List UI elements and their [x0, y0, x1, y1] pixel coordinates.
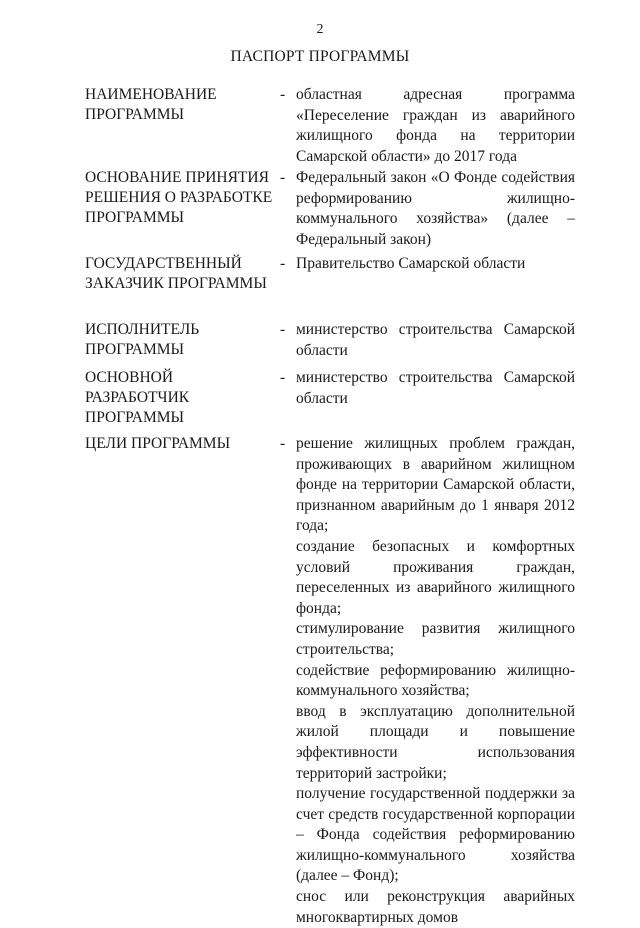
value-paragraph: стимулирование развития жилищного строительства;: [296, 620, 575, 658]
document-title: ПАСПОРТ ПРОГРАММЫ: [230, 48, 410, 65]
row-dash: -: [280, 255, 286, 272]
value-paragraph: Федеральный закон «О Фонде содействия реформированию жилищно-коммунального хозяйства» (далее – Федеральный закон): [296, 169, 575, 248]
passport-row-customer: [85, 254, 575, 294]
passport-row-executor: [85, 320, 575, 361]
row-label: ИСПОЛНИТЕЛЬ ПРОГРАММЫ: [85, 321, 200, 358]
passport-row-goals: [85, 434, 575, 928]
value-paragraph: министерство строительства Самарской области: [296, 321, 575, 359]
passport-row-basis: [85, 168, 575, 250]
row-dash: -: [280, 369, 286, 386]
value-paragraph: Правительство Самарской области: [296, 255, 526, 272]
row-label: ЦЕЛИ ПРОГРАММЫ: [85, 435, 231, 452]
row-label: НАИМЕНОВАНИЕ ПРОГРАММЫ: [85, 86, 217, 123]
row-value: [296, 434, 575, 928]
row-value: [296, 168, 575, 250]
passport-row-name: [85, 85, 575, 167]
value-paragraph: содействие реформированию жилищно-коммунального хозяйства;: [296, 661, 575, 700]
row-dash: -: [280, 86, 286, 103]
value-paragraph: снос или реконструкция аварийных многоквартирных домов: [296, 888, 575, 926]
row-value: [296, 254, 575, 294]
page-number: 2: [316, 22, 324, 37]
row-label: ОСНОВНОЙ РАЗРАБОТЧИК ПРОГРАММЫ: [85, 369, 190, 426]
passport-row-developer: [85, 368, 575, 428]
row-label: ОСНОВАНИЕ ПРИНЯТИЯ РЕШЕНИЯ О РАЗРАБОТКЕ ПРОГРАММЫ: [85, 169, 273, 226]
value-paragraph: решение жилищных проблем граждан, проживающих в аварийном жилищном фонде на территории Самарской области, признанном аварийным до 1 января 2012 года;: [296, 435, 575, 535]
row-value: [296, 320, 575, 361]
row-label: ГОСУДАРСТВЕННЫЙ ЗАКАЗЧИК ПРОГРАММЫ: [85, 255, 267, 292]
value-paragraph: получение государственной поддержки за счет средств государственной корпорации – Фонда содействия реформированию жилищно-коммунального хозяйства (далее – Фонд);: [296, 785, 575, 885]
value-paragraph: создание безопасных и комфортных условий проживания граждан, переселенных из аварийного жилищного фонда;: [296, 537, 575, 617]
value-paragraph: министерство строительства Самарской области: [296, 369, 575, 407]
row-value: [296, 368, 575, 428]
row-value: [296, 85, 575, 167]
value-paragraph: ввод в эксплуатацию дополнительной жилой площади и повышение эффективности использования территорий застройки;: [296, 702, 575, 782]
row-dash: -: [280, 435, 286, 452]
row-dash: -: [280, 169, 286, 186]
row-dash: -: [280, 321, 286, 338]
value-paragraph: областная адресная программа «Переселение граждан из аварийного жилищного фонда на территории Самарской области» до 2017 года: [296, 86, 575, 165]
